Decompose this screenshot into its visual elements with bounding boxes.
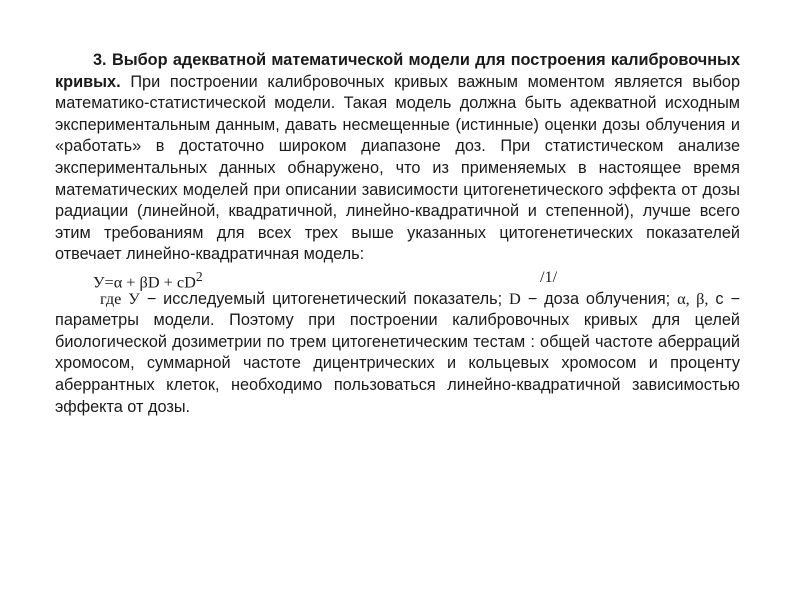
section-title: Выбор адекватной математической модели для построения калибровочных кривых.	[55, 51, 740, 91]
section-intro-text: При построении калибровочных кривых важным моментом является выбор математико-статистической модели. Такая модель должна быть адекватной исходным экспериментальным данным, давать несмещенные (истинные) оценки дозы облучения и «работать» в достаточно широком диапазоне доз. При статистическом анализе экспериментальных данных обнаружено, что из применяемых в настоящее время математических моделей при описании зависимости цитогенетического эффекта от дозы радиации (линейной, квадратичной, линейно-квадратичной и степенной), лучше всего этим требованиям для всех трех выше указанных цитогенетических показателей отвечает линейно-квадратичная модель:	[55, 72, 741, 264]
where-word: где	[100, 288, 122, 308]
section-paragraph	[55, 50, 740, 266]
d-symbol: D	[509, 288, 521, 308]
formula-number: /1/	[540, 266, 558, 286]
definitions-rest: с − параметры модели. Поэтому при построении калибровочных кривых для целей биологической дозиметрии по трем цитогенетическим тестам : общей частоте аберраций хромосом, суммарной частоте дицентрических и кольцевых хромосом и проценту аберрантных клеток, необходимо пользоваться линейно-квадратичной зависимостью эффекта от дозы.	[55, 289, 740, 416]
document-body	[55, 50, 740, 418]
definitions-paragraph	[55, 288, 740, 419]
formula-lhs: У=α + βD + cD	[93, 272, 196, 292]
params-symbols: α, β,	[677, 288, 709, 308]
formula-exponent: 2	[195, 268, 203, 284]
formula-expression	[93, 266, 203, 293]
y-symbol: У	[128, 288, 140, 308]
section-number: 3.	[93, 51, 107, 69]
d-description: − доза облучения;	[527, 289, 671, 308]
y-description: − исследуемый цитогенетический показатель;	[146, 289, 503, 308]
formula-line	[55, 266, 740, 292]
